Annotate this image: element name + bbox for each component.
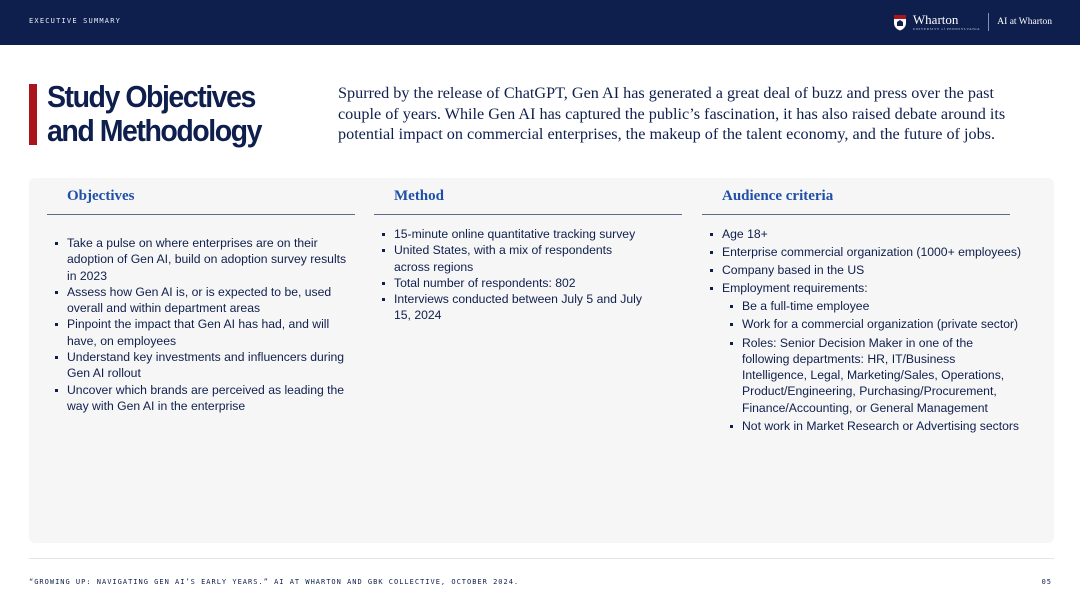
page-number: 05 <box>1041 578 1052 586</box>
page-title: Study Objectives and Methodology <box>47 79 261 148</box>
objectives-rule <box>47 214 355 215</box>
method-rule <box>374 214 682 215</box>
audience-rule <box>702 214 1010 215</box>
audience-list <box>702 226 1042 434</box>
objectives-list <box>47 235 355 414</box>
title-accent-bar <box>29 84 37 145</box>
sub-list-item: Work for a commercial organization (private sector) <box>702 316 1042 332</box>
list-item: Employment requirements: <box>702 280 1042 296</box>
audience-column <box>702 186 1022 434</box>
brand-unit: AI at Wharton <box>997 17 1052 27</box>
sub-list-item: Not work in Market Research or Advertising sectors <box>702 418 1042 434</box>
shield-icon <box>893 14 907 31</box>
header-bar <box>0 0 1080 45</box>
section-label: EXECUTIVE SUMMARY <box>29 17 122 25</box>
list-item: Assess how Gen AI is, or is expected to be, used overall and within department areas <box>47 284 355 317</box>
list-item: Total number of respondents: 802 <box>374 275 644 291</box>
brand-divider <box>988 13 989 31</box>
brand-name: Wharton <box>912 11 959 27</box>
list-item: United States, with a mix of respondents across regions <box>374 242 644 275</box>
method-heading: Method <box>394 188 444 204</box>
list-item: Company based in the US <box>702 262 1042 278</box>
brand-subtitle: UNIVERSITY of PENNSYLVANIA <box>912 26 981 31</box>
intro-paragraph: Spurred by the release of ChatGPT, Gen AI has generated a great deal of buzz and press over the past couple of years. While Gen AI has captured the public’s fascination, it has also raised debate around its potential impact on commercial enterprises, the makeup of the talent economy, and the future of jobs. <box>338 84 1006 144</box>
source-citation: “GROWING UP: NAVIGATING GEN AI’S EARLY YEARS.” AI AT WHARTON AND GBK COLLECTIVE, OCTOBER 2024. <box>29 578 520 586</box>
sub-list-item: Roles: Senior Decision Maker in one of the following departments: HR, IT/Business Intelligence, Legal, Marketing/Sales, Operations, Product/Engineering, Purchasing/Procurement, Finance/Accounting, or General Management <box>702 335 1012 416</box>
list-item: Take a pulse on where enterprises are on their adoption of Gen AI, build on adoption survey results in 2023 <box>47 235 355 284</box>
list-item: Enterprise commercial organization (1000+ employees) <box>702 244 1042 260</box>
audience-heading: Audience criteria <box>722 188 834 204</box>
footer-divider <box>29 558 1054 559</box>
sub-list-item: Be a full-time employee <box>702 298 1042 314</box>
wharton-logo <box>893 11 1052 33</box>
list-item: Uncover which brands are perceived as leading the way with Gen AI in the enterprise <box>47 382 355 415</box>
method-list <box>374 226 644 324</box>
objectives-column <box>47 186 355 414</box>
objectives-heading: Objectives <box>67 188 135 204</box>
list-item: Understand key investments and influencers during Gen AI rollout <box>47 349 355 382</box>
list-item: Age 18+ <box>702 226 1042 242</box>
method-column <box>374 186 682 324</box>
list-item: Pinpoint the impact that Gen AI has had, and will have, on employees <box>47 316 355 349</box>
list-item: 15-minute online quantitative tracking survey <box>374 226 644 242</box>
list-item: Interviews conducted between July 5 and July 15, 2024 <box>374 291 644 324</box>
